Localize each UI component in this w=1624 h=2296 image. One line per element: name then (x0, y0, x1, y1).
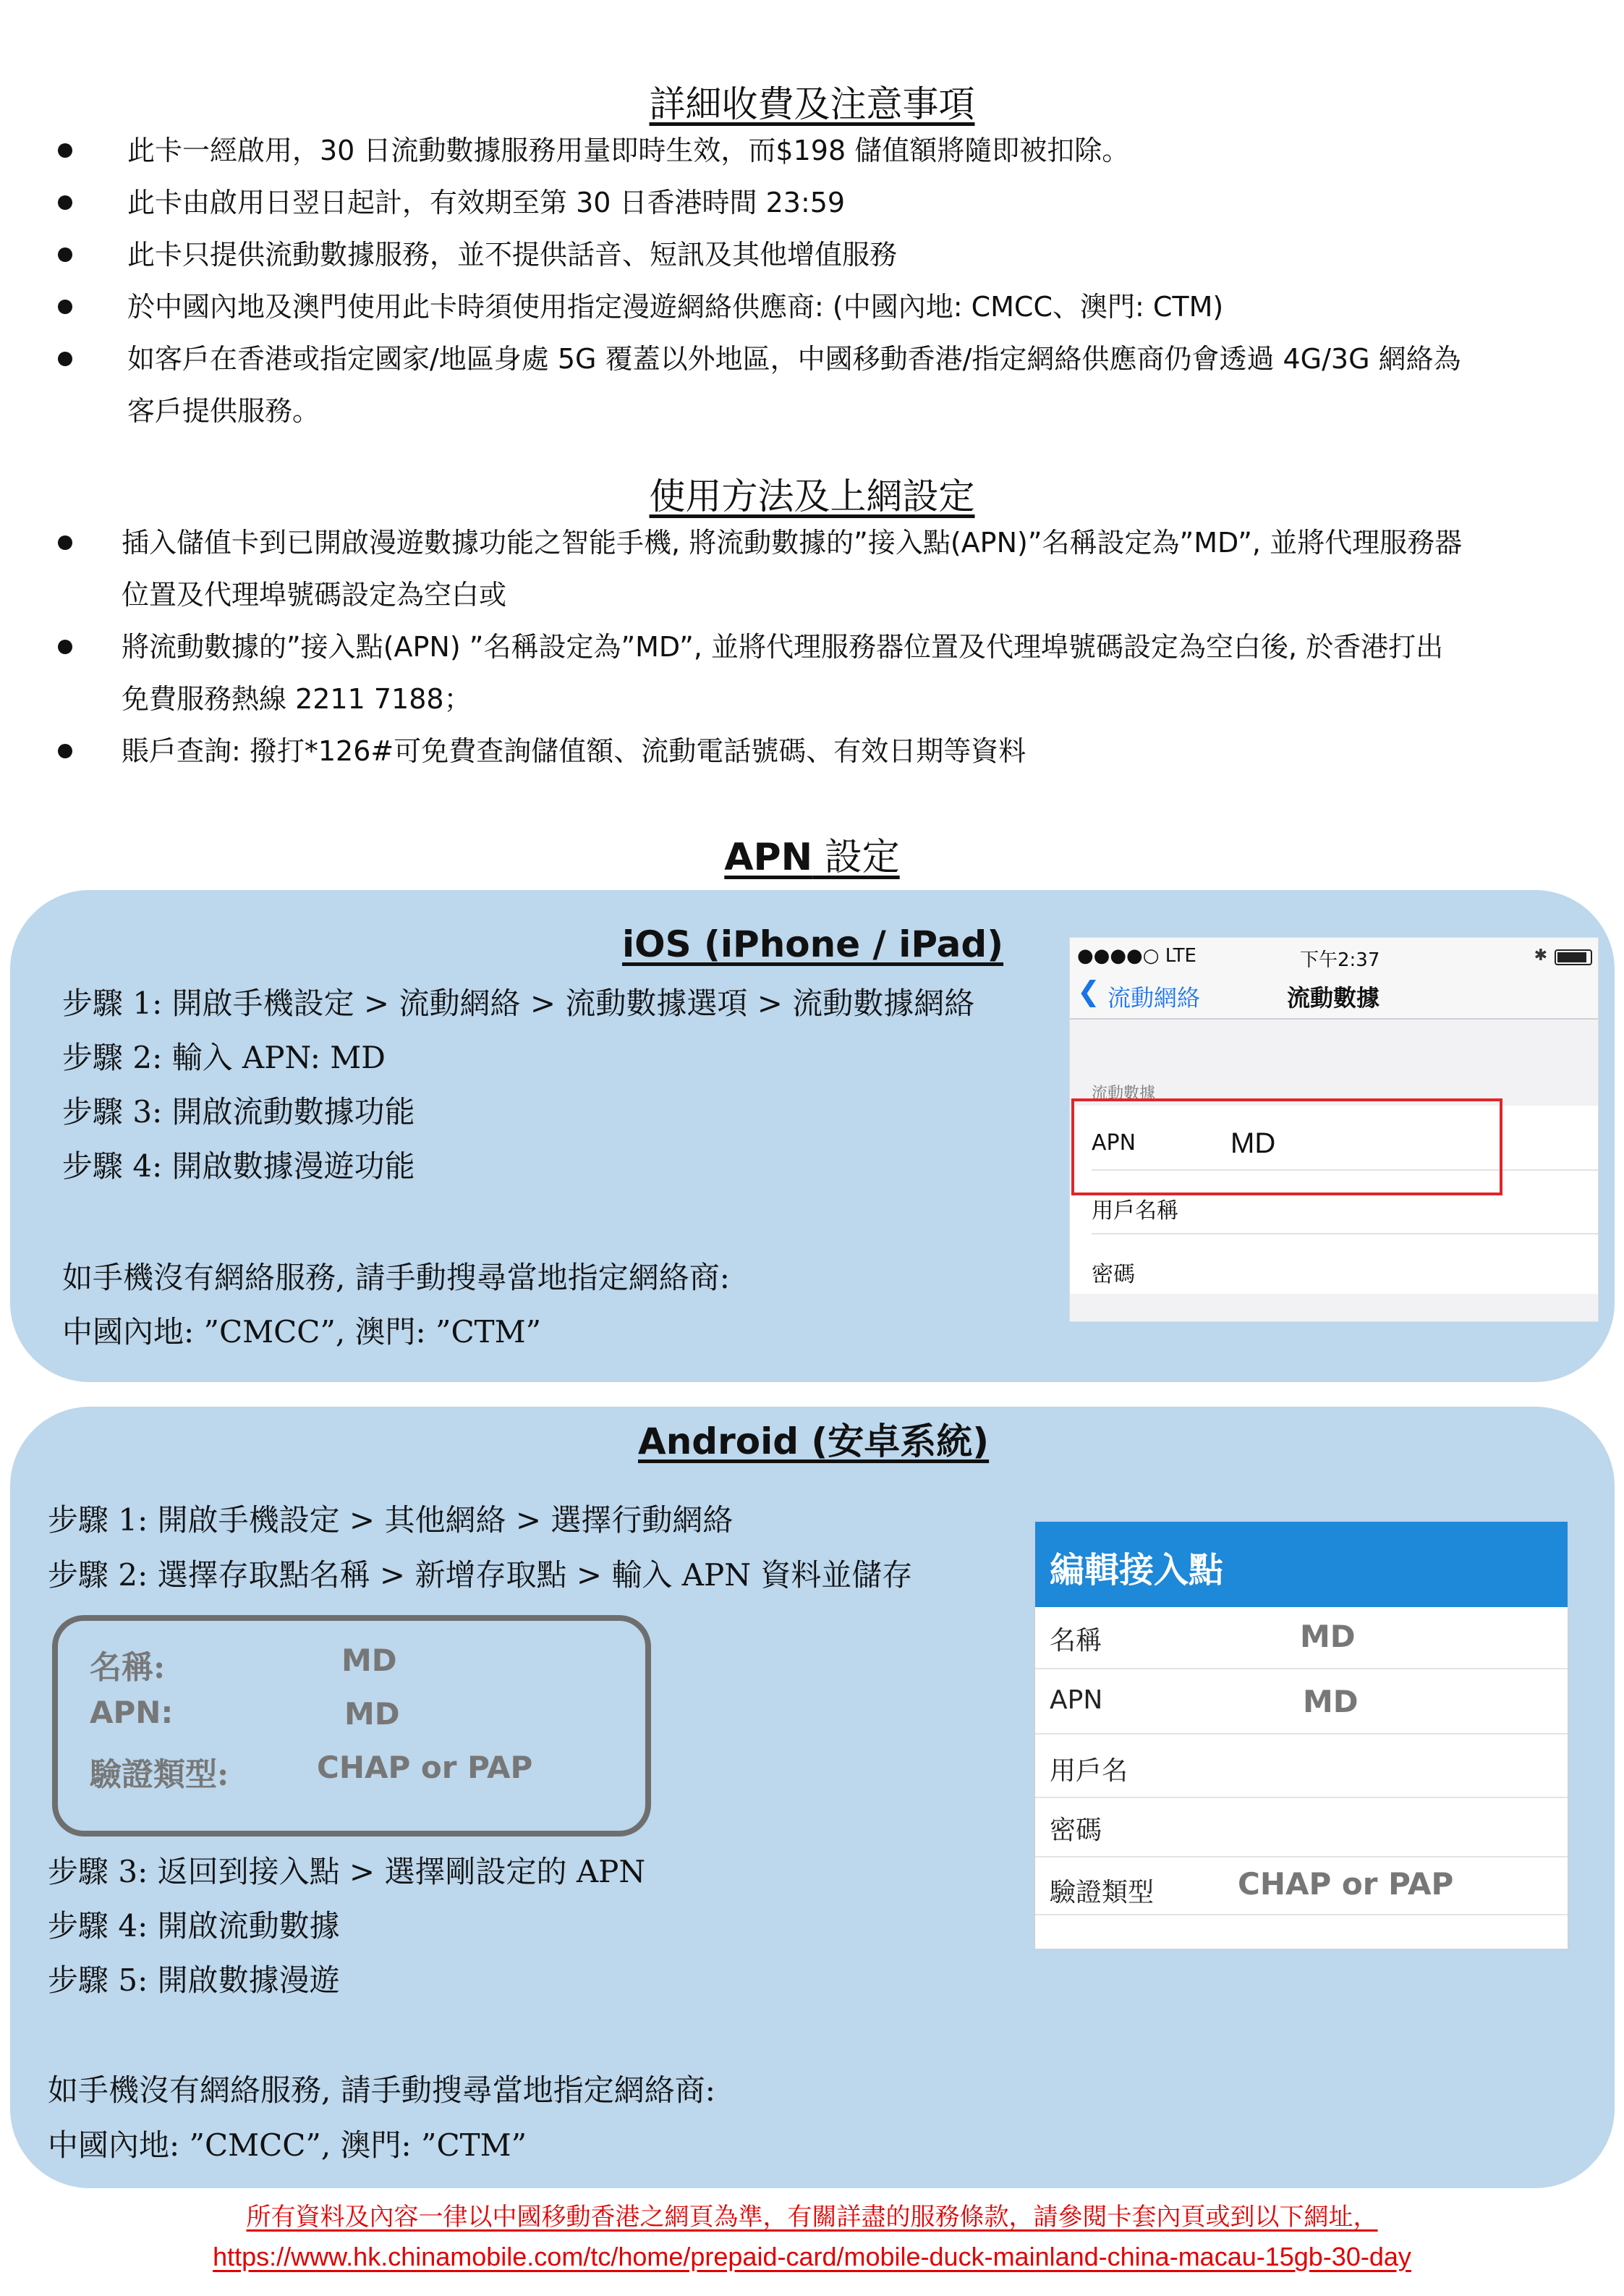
status-time: 下午2:37 (1300, 949, 1380, 971)
apn-title-rest: 設定 (812, 836, 900, 879)
bullet-text: 此卡由啟用日翌日起計，有效期至第 30 日香港時間 23:59 (127, 187, 846, 219)
info-value: MD (341, 1643, 397, 1678)
ios-step: 步驟 2: 輸入 APN: MD (62, 1040, 386, 1075)
android-note: 中國內地: ”CMCC”, 澳門: ”CTM” (48, 2127, 527, 2163)
android-step: 步驟 5: 開啟數據漫遊 (48, 1962, 340, 1998)
bullet-dot (58, 300, 72, 314)
bullet-dot (58, 535, 72, 550)
password-label[interactable]: 密碼 (1050, 1816, 1102, 1845)
apn-title-bold: APN (724, 836, 813, 879)
battery-icon (1555, 949, 1592, 965)
ios-panel-title: iOS (iPhone / iPad) (622, 923, 1004, 965)
android-step: 步驟 1: 開啟手機設定 > 其他網絡 > 選擇行動網絡 (48, 1502, 734, 1538)
apn-value[interactable]: MD (1303, 1684, 1359, 1719)
footer-link[interactable]: https://www.hk.chinamobile.com/tc/home/prepaid-card/mobile-duck-mainland-china-macau-15gb-30-day (213, 2242, 1411, 2271)
auth-type-label[interactable]: 驗證類型 (1050, 1878, 1155, 1907)
bullet-text: 此卡一經啟用，30 日流動數據服務用量即時生效，而$198 儲值額將隨即被扣除。 (127, 135, 1130, 166)
ios-note: 如手機沒有網絡服務, 請手動搜尋當地指定網絡商: (62, 1260, 730, 1295)
bullet-text: 賬戶查詢: 撥打*126#可免費查詢儲值額、流動電話號碼、有效日期等資料 (122, 735, 1026, 767)
auth-type-value[interactable]: CHAP or PAP (1238, 1866, 1454, 1902)
divider (1035, 1914, 1568, 1915)
android-step: 步驟 2: 選擇存取點名稱 > 新增存取點 > 輸入 APN 資料並儲存 (48, 1557, 913, 1593)
carrier-status: ●●●●○ LTE (1077, 945, 1196, 967)
android-panel-title: Android (安卓系統) (638, 1420, 990, 1462)
bluetooth-icon: ✱ (1534, 946, 1547, 965)
divider (1070, 1018, 1598, 1020)
apn-label: APN (1092, 1130, 1136, 1156)
apn-highlight-box (1071, 1098, 1502, 1195)
username-label[interactable]: 用戶名 (1050, 1756, 1128, 1786)
bullet-text: 將流動數據的”接入點(APN) ”名稱設定為”MD”, 並將代理服務器位置及代理埠號碼設定為空白後, 於香港打出 (122, 631, 1444, 663)
back-chevron-icon[interactable]: ❮ (1077, 975, 1100, 1007)
divider (1035, 1856, 1568, 1857)
bullet-text: 客戶提供服務。 (127, 395, 320, 427)
apn-settings-title (0, 826, 1624, 881)
apn-label[interactable]: APN (1050, 1685, 1103, 1715)
bullet-text: 此卡只提供流動數據服務，並不提供話音、短訊及其他增值服務 (127, 239, 898, 271)
android-screenshot (1034, 1521, 1568, 1949)
password-label[interactable]: 密碼 (1092, 1262, 1135, 1287)
divider (1035, 1797, 1568, 1798)
info-label: APN: (90, 1695, 174, 1730)
ios-screenshot (1069, 937, 1599, 1322)
footer-disclaimer: 所有資料及內容一律以中國移動香港之網頁為準，有關詳盡的服務條款，請參閱卡套內頁或到以下網址， (246, 2203, 1378, 2232)
info-value: CHAP or PAP (317, 1750, 533, 1785)
bullet-text: 位置及代理埠號碼設定為空白或 (122, 579, 507, 611)
bullet-text: 免費服務熱線 2211 7188； (122, 683, 472, 715)
back-button[interactable]: 流動網絡 (1108, 984, 1201, 1012)
divider (1035, 1733, 1568, 1734)
section-title-fees: 詳細收費及注意事項 (649, 83, 975, 125)
bullet-dot (58, 640, 72, 654)
android-step: 步驟 3: 返回到接入點 > 選擇剛設定的 APN (48, 1854, 646, 1889)
bullet-text: 插入儲值卡到已開啟漫遊數據功能之智能手機, 將流動數據的”接入點(APN)”名稱設定為”MD”, 並將代理服務器 (122, 527, 1463, 559)
android-step: 步驟 4: 開啟流動數據 (48, 1908, 340, 1944)
nav-title: 流動數據 (1287, 984, 1380, 1012)
ios-step: 步驟 4: 開啟數據漫遊功能 (62, 1148, 415, 1184)
bullet-dot (58, 143, 72, 158)
bullet-text: 如客戶在香港或指定國家/地區身處 5G 覆蓋以外地區，中國移動香港/指定網絡供應商仍會透過 4G/3G 網絡為 (127, 343, 1461, 375)
ios-step: 步驟 1: 開啟手機設定 > 流動網絡 > 流動數據選項 > 流動數據網絡 (62, 986, 975, 1021)
info-label: 驗證類型: (90, 1756, 229, 1793)
divider (1035, 1668, 1568, 1669)
section-label: 流動數據 (1092, 1085, 1156, 1103)
bullet-dot (58, 195, 72, 210)
edit-apn-title: 編輯接入點 (1050, 1550, 1224, 1590)
username-label[interactable]: 用戶名稱 (1092, 1198, 1178, 1224)
name-value[interactable]: MD (1300, 1619, 1356, 1654)
name-label[interactable]: 名稱 (1050, 1626, 1102, 1656)
bullet-dot (58, 744, 72, 758)
bullet-text: 於中國內地及澳門使用此卡時須使用指定漫遊網絡供應商: (中國內地: CMCC、澳門: CTM) (127, 291, 1224, 323)
android-note: 如手機沒有網絡服務, 請手動搜尋當地指定網絡商: (48, 2072, 715, 2108)
info-label: 名稱: (90, 1649, 166, 1686)
apn-field[interactable]: MD (1230, 1127, 1276, 1159)
ios-note: 中國內地: ”CMCC”, 澳門: ”CTM” (62, 1314, 542, 1350)
divider (1092, 1233, 1598, 1234)
bullet-dot (58, 352, 72, 366)
info-value: MD (344, 1696, 400, 1732)
ios-step: 步驟 3: 開啟流動數據功能 (62, 1094, 415, 1130)
bullet-dot (58, 247, 72, 262)
section-title-usage: 使用方法及上網設定 (649, 475, 975, 517)
